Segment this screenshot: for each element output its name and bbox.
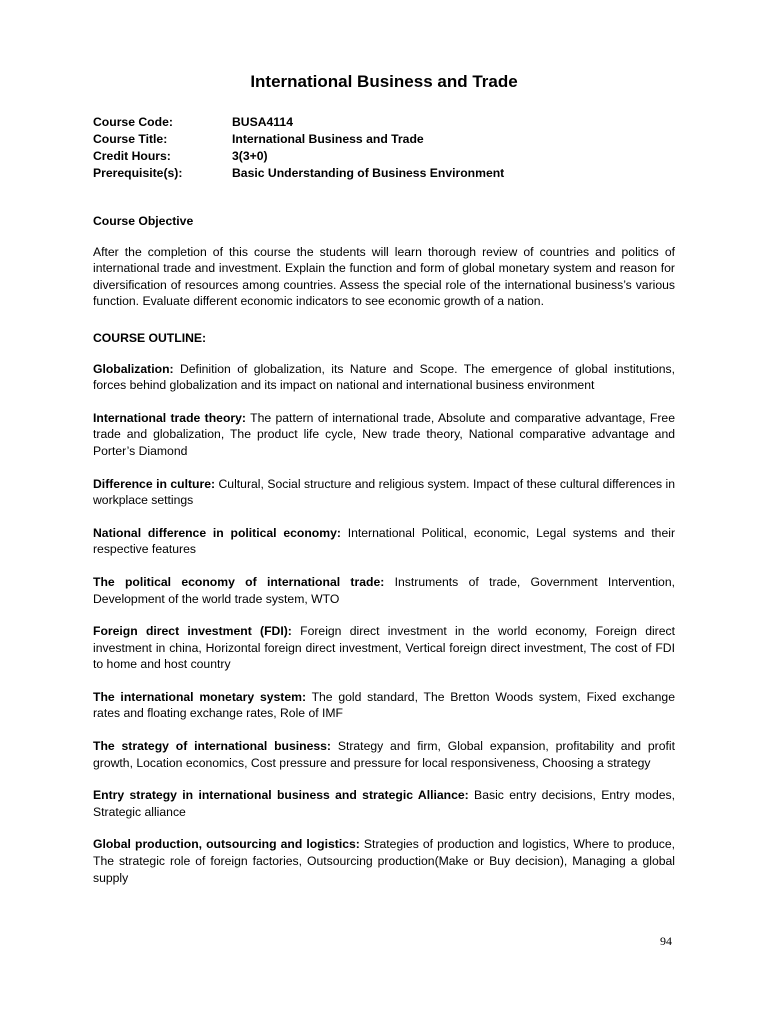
topic-name: The international monetary system: xyxy=(93,689,307,704)
outline-heading: COURSE OUTLINE: xyxy=(93,330,207,345)
course-code-label: Course Code: xyxy=(93,115,173,129)
topic-text: The gold standard, The Bretton Woods system, Fixed exchange rates and floating exchange rates, Role of IMF xyxy=(93,689,675,721)
outline-topic xyxy=(93,689,675,722)
prerequisite-row xyxy=(93,165,504,182)
outline-topic xyxy=(93,574,675,607)
outline-topic xyxy=(93,476,675,509)
topic-text: Strategy and firm, Global expansion, profitability and profit growth, Location economics, Cost pressure and pressure for local responsiveness, Choosing a strategy xyxy=(93,739,675,770)
outline-topic xyxy=(93,836,675,886)
course-code-value: BUSA4114 xyxy=(232,115,293,129)
topic-name: The strategy of international business: xyxy=(93,739,331,754)
topic-name: Globalization: xyxy=(93,361,174,376)
objective-text: After the completion of this course the students will learn thorough review of countries and politics of international trade and investment. Explain the function and form of global monetary system and reason for diversification of resources among countries. Assess the special role of the international business’s various function. Evaluate different economic indicators to see economic growth of a nation. xyxy=(93,244,675,309)
document-body xyxy=(93,213,675,902)
topic-name: The political economy of international trade: xyxy=(93,574,385,589)
course-title-value: International Business and Trade xyxy=(232,132,424,146)
page-number: 94 xyxy=(660,934,672,948)
topic-name: Entry strategy in international business and strategic Alliance: xyxy=(93,788,469,803)
course-title-row xyxy=(93,131,504,148)
topic-name: Difference in culture: xyxy=(93,476,216,491)
course-info xyxy=(93,114,504,182)
topic-name: International trade theory: xyxy=(93,410,246,425)
topic-text: The pattern of international trade, Absolute and comparative advantage, Free trade and globalization, The product life cycle, New trade theory, National comparative advantage and Porter’s Diamond xyxy=(93,410,675,458)
topic-name: National difference in political economy: xyxy=(93,525,341,540)
topic-name: Global production, outsourcing and logistics: xyxy=(93,837,360,852)
topic-text: Instruments of trade, Government Intervention, Development of the world trade system, WTO xyxy=(93,574,675,606)
outline-topic xyxy=(93,361,675,394)
prerequisite-label: Prerequisite(s): xyxy=(93,166,183,180)
topic-text: Strategies of production and logistics, Where to produce, The strategic role of foreign factories, Outsourcing production(Make or Buy decision), Managing a global supply xyxy=(93,837,675,885)
topic-text: International Political, economic, Legal systems and their respective features xyxy=(93,525,675,557)
outline-topic xyxy=(93,787,675,820)
outline-topic xyxy=(93,525,675,558)
outline-topic xyxy=(93,738,675,771)
topic-text: Foreign direct investment in the world economy, Foreign direct investment in china, Horizontal foreign direct investment, Vertical foreign direct investment, The cost of FDI to home and host country xyxy=(93,624,675,672)
credit-hours-value: 3(3+0) xyxy=(232,149,268,163)
topic-text: Cultural, Social structure and religious system. Impact of these cultural differences in workplace settings xyxy=(93,476,675,508)
credit-hours-row xyxy=(93,148,504,165)
outline-topic xyxy=(93,623,675,673)
course-code-row xyxy=(93,114,504,131)
topic-text: Definition of globalization, its Nature and Scope. The emergence of global institutions, forces behind globalization and its impact on national and international business environment xyxy=(93,361,675,393)
course-title-label: Course Title: xyxy=(93,132,168,146)
objective-heading: Course Objective xyxy=(93,214,194,228)
outline-topic xyxy=(93,410,675,460)
credit-hours-label: Credit Hours: xyxy=(93,149,171,163)
document-title: International Business and Trade xyxy=(250,72,518,91)
topic-text: Basic entry decisions, Entry modes, Strategic alliance xyxy=(93,788,676,819)
prerequisite-value: Basic Understanding of Business Environment xyxy=(232,166,505,180)
topic-name: Foreign direct investment (FDI): xyxy=(93,624,292,639)
